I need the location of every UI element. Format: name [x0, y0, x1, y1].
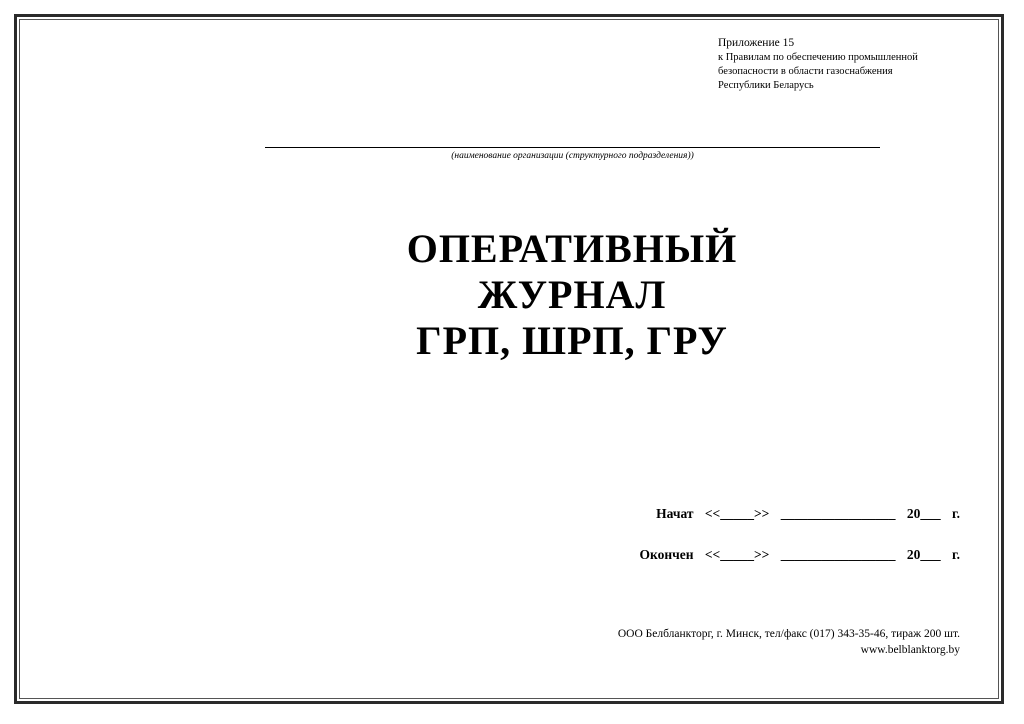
- end-day-field: <<_____>>: [704, 547, 770, 562]
- start-day-field: <<_____>>: [704, 506, 770, 521]
- title-line: ГРП, ШРП, ГРУ: [416, 318, 728, 363]
- appendix-number: Приложение 15: [718, 37, 795, 49]
- organization-name-line: [265, 147, 880, 148]
- appendix-text-line: безопасности в области газоснабжения: [718, 66, 893, 77]
- title-line: ОПЕРАТИВНЫЙ: [406, 226, 738, 271]
- end-month-field: _________________: [780, 547, 896, 562]
- end-year-suffix: г.: [952, 547, 960, 562]
- end-year-field: 20___: [906, 547, 941, 562]
- start-year-field: 20___: [906, 506, 941, 521]
- start-year-suffix: г.: [952, 506, 960, 521]
- end-date-label: Окончен: [639, 547, 694, 562]
- appendix-text-line: Республики Беларусь: [718, 80, 814, 91]
- appendix-note: [718, 36, 918, 93]
- start-month-field: _________________: [780, 506, 896, 521]
- organization-caption: (наименование организации (структурного подразделения)): [451, 151, 694, 161]
- publisher-website: www.belblanktorg.by: [860, 644, 960, 656]
- end-date-row: [639, 547, 960, 563]
- start-date-row: [656, 506, 960, 522]
- start-date-label: Начат: [656, 506, 694, 521]
- title-line: ЖУРНАЛ: [477, 272, 667, 317]
- publisher-info: ООО Белбланкторг, г. Минск, тел/факс (017) 343-35-46, тираж 200 шт.: [617, 628, 960, 640]
- appendix-text-line: к Правилам по обеспечению промышленной: [718, 52, 918, 63]
- document-title: [272, 226, 872, 364]
